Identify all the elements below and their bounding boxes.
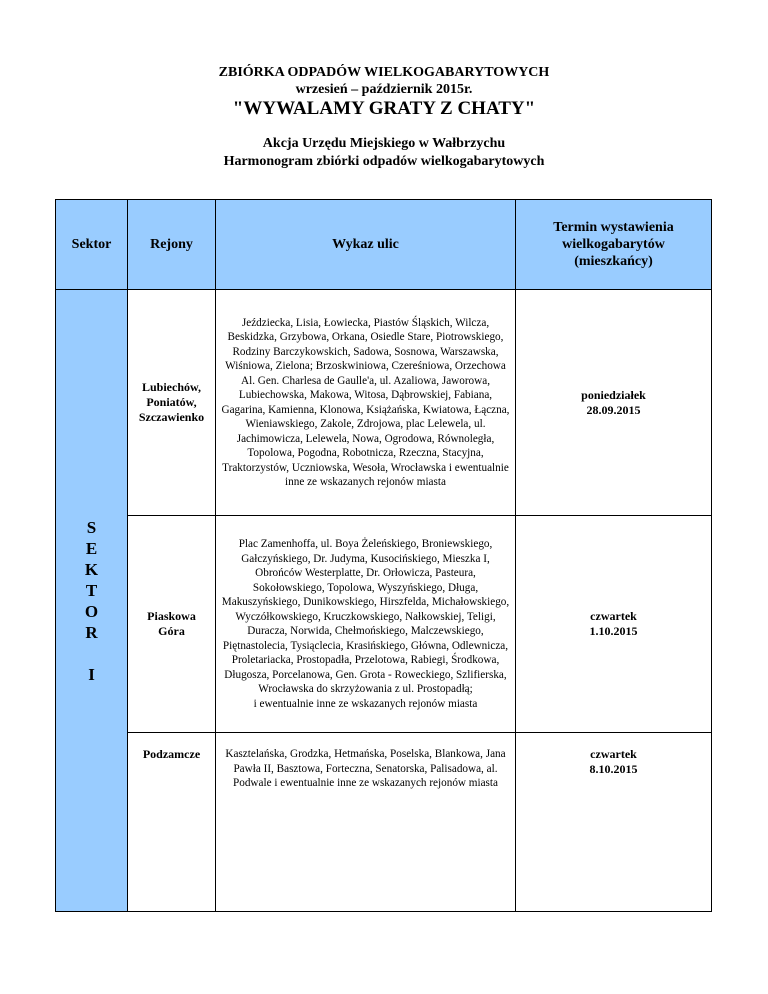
rejon-name: Piaskowa Góra	[147, 609, 196, 638]
sector-letter: K	[84, 559, 99, 579]
document-subheader	[0, 135, 768, 171]
streets-cell	[216, 516, 516, 733]
table-row	[56, 516, 712, 733]
sector-cell	[56, 290, 128, 912]
sector-letter: I	[88, 664, 95, 684]
header-rejony: Rejony	[128, 200, 216, 290]
table-row	[56, 733, 712, 912]
table-row	[56, 290, 712, 516]
term-date: 8.10.2015	[589, 762, 638, 776]
title-line-2: wrzesień – październik 2015r.	[295, 82, 473, 97]
rejon-cell	[128, 733, 216, 912]
streets-cell	[216, 290, 516, 516]
term-date: 28.09.2015	[586, 402, 641, 417]
sector-letter: R	[85, 622, 98, 642]
term-day: czwartek	[590, 609, 637, 623]
rejon-cell	[128, 516, 216, 733]
streets-list: Kasztelańska, Grodzka, Hetmańska, Poselska, Blankowa, Jana Pawła II, Basztowa, Forteczna, Senatorska, Palisadowa, al. Podwale i ewentualnie inne ze wskazanych rejonów miasta	[225, 748, 506, 789]
sector-letter	[56, 643, 127, 664]
document-header	[0, 64, 768, 120]
schedule-table	[55, 199, 712, 912]
subheader-line-1: Akcja Urzędu Miejskiego w Wałbrzychu	[262, 136, 506, 151]
term-day: poniedziałek	[581, 387, 646, 402]
term-cell	[516, 516, 712, 733]
term-date: 1.10.2015	[589, 624, 638, 638]
sector-letter: O	[84, 601, 99, 621]
streets-cell	[216, 733, 516, 912]
header-sektor: Sektor	[56, 200, 128, 290]
header-ulice: Wykaz ulic	[216, 200, 516, 290]
rejon-name: Lubiechów, Poniatów, Szczawienko	[138, 380, 205, 424]
rejon-name: Podzamcze	[142, 747, 201, 761]
table-header-row	[56, 200, 712, 290]
streets-list: Jeździecka, Lisia, Łowiecka, Piastów Śląskich, Wilcza, Beskidzka, Grzybowa, Orkana, Osiedle Stare, Piotrowskiego, Rodziny Barczykowskich, Sadowa, Sosnowa, Warszawska, Wiśniowa, Zielona; Brzoskwiniowa, Czereśniowa, Orzechowa Al. Gen. Charlesa de Gaulle'a, ul. Azaliowa, Jaworowa, Lubiechowska, Makowa, Witosa, Dąbrowskiej, Fabiana, Gagarina, Kamienna, Klonowa, Książańska, Kwiatowa, Łączna, Wieniawskiego, Zakole, Zdrojowa, plac Lelewela, ul. Jachimowicza, Lelewela, Nowa, Ogrodowa, Równoległa, Topolowa, Pogodna, Robotnicza, Rzeczna, Stacyjna, Traktorzystów, Uczniowska, Wesoła, Wrocławska i ewentualnie inne ze wskazanych rejonów miasta	[221, 316, 510, 488]
header-termin	[516, 200, 712, 290]
sector-letter: T	[85, 580, 98, 600]
streets-list: Plac Zamenhoffa, ul. Boya Żeleńskiego, Broniewskiego, Gałczyńskiego, Dr. Judyma, Kusocińskiego, Mieszka I, Obrońców Westerplatte, Dr. Orłowicza, Pasteura, Sokołowskiego, Topolowa, Wyszyńskiego, Długa, Makuszyńskiego, Dunikowskiego, Hirszfelda, Michałowskiego, Wyczółkowskiego, Kruczkowskiego, Nałkowskiej, Teligi, Duracza, Norwida, Chełmońskiego, Malczewskiego, Piętnastolecia, Tysiąclecia, Krasińskiego, Główna, Odlewnicza, Proletariacka, Prostopadła, Przelotowa, Rabiegi, Środkowa, Długosza, Porcelanowa, Gen. Grota - Roweckiego, Szlifierska, Wrocławska do skrzyżowania z ul. Prostopadłą;	[221, 538, 510, 695]
rejon-cell	[128, 290, 216, 516]
sector-letter: E	[85, 538, 98, 558]
term-day: czwartek	[590, 747, 637, 761]
header-termin-text: Termin wystawienia wielkogabarytów (mieszkańcy)	[553, 220, 674, 269]
term-cell	[516, 733, 712, 912]
streets-extra: i ewentualnie inne ze wskazanych rejonów miasta	[253, 697, 478, 710]
term-cell	[516, 290, 712, 516]
title-line-1: ZBIÓRKA ODPADÓW WIELKOGABARYTOWYCH	[218, 65, 550, 80]
sector-letter: S	[86, 517, 97, 537]
campaign-slogan: "WYWALAMY GRATY Z CHATY"	[232, 98, 536, 119]
subheader-line-2: Harmonogram zbiórki odpadów wielkogabarytowych	[223, 154, 545, 169]
